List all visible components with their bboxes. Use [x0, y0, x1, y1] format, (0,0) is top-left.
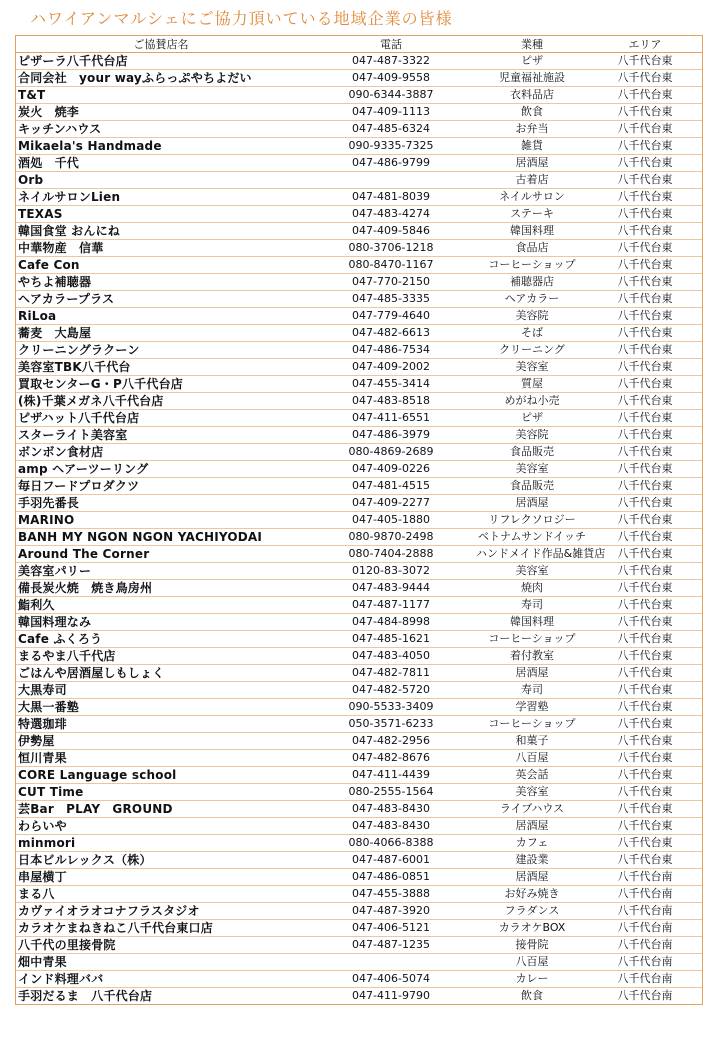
cell-phone: 080-4066-8388	[306, 835, 476, 852]
cell-shop-name: 合同会社 your wayふらっぷやちよだい	[16, 70, 306, 87]
cell-shop-name: 鮨利久	[16, 597, 306, 614]
cell-phone: 050-3571-6233	[306, 716, 476, 733]
cell-area: 八千代台東	[588, 121, 702, 138]
cell-shop-name: ヘアカラープラス	[16, 291, 306, 308]
table-row	[16, 308, 702, 325]
cell-category: 居酒屋	[476, 155, 588, 172]
cell-category: 和菓子	[476, 733, 588, 750]
cell-shop-name: 伊勢屋	[16, 733, 306, 750]
cell-category: 寿司	[476, 597, 588, 614]
cell-shop-name: インド料理ババ	[16, 971, 306, 988]
cell-shop-name: 備長炭火焼 焼き鳥房州	[16, 580, 306, 597]
cell-category: 建設業	[476, 852, 588, 869]
table-row	[16, 937, 702, 954]
cell-shop-name: amp ヘアーツーリング	[16, 461, 306, 478]
table-row	[16, 359, 702, 376]
cell-shop-name: 八千代の里接骨院	[16, 937, 306, 954]
cell-area: 八千代台南	[588, 886, 702, 903]
table-row	[16, 750, 702, 767]
table-row	[16, 342, 702, 359]
cell-phone: 047-411-6551	[306, 410, 476, 427]
cell-category: 補聴器店	[476, 274, 588, 291]
cell-category: お弁当	[476, 121, 588, 138]
cell-phone: 047-483-9444	[306, 580, 476, 597]
cell-area: 八千代台東	[588, 308, 702, 325]
cell-phone: 047-406-5074	[306, 971, 476, 988]
cell-area: 八千代台東	[588, 410, 702, 427]
cell-phone: 080-8470-1167	[306, 257, 476, 274]
cell-area: 八千代台東	[588, 427, 702, 444]
table-row	[16, 87, 702, 104]
cell-phone: 047-779-4640	[306, 308, 476, 325]
cell-area: 八千代台東	[588, 699, 702, 716]
table-row	[16, 138, 702, 155]
cell-phone: 080-2555-1564	[306, 784, 476, 801]
cell-phone: 047-487-1235	[306, 937, 476, 954]
table-row	[16, 614, 702, 631]
cell-area: 八千代台東	[588, 342, 702, 359]
cell-shop-name: minmori	[16, 835, 306, 852]
table-row	[16, 801, 702, 818]
cell-phone	[306, 172, 476, 189]
cell-phone: 047-486-9799	[306, 155, 476, 172]
cell-shop-name: キッチンハウス	[16, 121, 306, 138]
cell-category: そば	[476, 325, 588, 342]
cell-category: 古着店	[476, 172, 588, 189]
cell-shop-name: 韓国食堂 おんにね	[16, 223, 306, 240]
cell-area: 八千代台東	[588, 189, 702, 206]
table-row	[16, 818, 702, 835]
table-row	[16, 665, 702, 682]
table-row	[16, 53, 702, 70]
cell-phone: 047-482-7811	[306, 665, 476, 682]
cell-area: 八千代台東	[588, 206, 702, 223]
cell-shop-name: BANH MY NGON NGON YACHIYODAI	[16, 529, 306, 546]
cell-phone: 047-485-1621	[306, 631, 476, 648]
table-row	[16, 189, 702, 206]
cell-shop-name: CORE Language school	[16, 767, 306, 784]
cell-shop-name: 特選珈琲	[16, 716, 306, 733]
cell-category: 居酒屋	[476, 495, 588, 512]
cell-phone: 080-4869-2689	[306, 444, 476, 461]
cell-phone: 090-5533-3409	[306, 699, 476, 716]
table-row	[16, 478, 702, 495]
cell-area: 八千代台東	[588, 580, 702, 597]
cell-phone: 047-482-6613	[306, 325, 476, 342]
cell-category: 美容院	[476, 427, 588, 444]
table-row	[16, 529, 702, 546]
cell-shop-name: クリーニングラクーン	[16, 342, 306, 359]
cell-phone: 047-481-8039	[306, 189, 476, 206]
table-row	[16, 852, 702, 869]
cell-phone: 047-411-4439	[306, 767, 476, 784]
cell-phone: 047-485-3335	[306, 291, 476, 308]
cell-category: 寿司	[476, 682, 588, 699]
cell-category: フラダンス	[476, 903, 588, 920]
cell-category: めがね小売	[476, 393, 588, 410]
cell-area: 八千代台東	[588, 223, 702, 240]
cell-shop-name: Mikaela's Handmade	[16, 138, 306, 155]
page-title: ハワイアンマルシェにご協力頂いている地域企業の皆様	[30, 9, 453, 28]
cell-area: 八千代台東	[588, 529, 702, 546]
table-row	[16, 206, 702, 223]
cell-shop-name: わらいや	[16, 818, 306, 835]
cell-category: ネイルサロン	[476, 189, 588, 206]
cell-category: 衣料品店	[476, 87, 588, 104]
table-row	[16, 291, 702, 308]
cell-area: 八千代台東	[588, 716, 702, 733]
cell-area: 八千代台東	[588, 240, 702, 257]
cell-area: 八千代台東	[588, 444, 702, 461]
cell-shop-name: ボンボン食材店	[16, 444, 306, 461]
cell-shop-name: ピザーラ八千代台店	[16, 53, 306, 70]
column-header-area: エリア	[588, 36, 702, 53]
cell-phone: 047-485-6324	[306, 121, 476, 138]
cell-phone: 080-3706-1218	[306, 240, 476, 257]
cell-phone: 047-455-3888	[306, 886, 476, 903]
cell-shop-name: ごはんや居酒屋しもしょく	[16, 665, 306, 682]
cell-category: 学習塾	[476, 699, 588, 716]
cell-shop-name: 串屋横丁	[16, 869, 306, 886]
cell-phone	[306, 954, 476, 971]
cell-category: カフェ	[476, 835, 588, 852]
cell-category: 美容室	[476, 563, 588, 580]
cell-shop-name: カラオケまねきねこ八千代台東口店	[16, 920, 306, 937]
cell-phone: 047-409-5846	[306, 223, 476, 240]
cell-area: 八千代台東	[588, 138, 702, 155]
cell-area: 八千代台南	[588, 937, 702, 954]
table-row	[16, 325, 702, 342]
cell-shop-name: MARINO	[16, 512, 306, 529]
cell-phone: 047-406-5121	[306, 920, 476, 937]
cell-category: ベトナムサンドイッチ	[476, 529, 588, 546]
cell-category: 美容室	[476, 359, 588, 376]
cell-phone: 047-411-9790	[352, 989, 430, 1002]
cell-area: 八千代台東	[588, 563, 702, 580]
cell-shop-name: 大黒寿司	[16, 682, 306, 699]
table-row	[16, 257, 702, 274]
cell-category: ピザ	[476, 53, 588, 70]
cell-phone: 047-481-4515	[306, 478, 476, 495]
cell-area: 八千代台東	[588, 750, 702, 767]
cell-phone: 047-487-3920	[306, 903, 476, 920]
table-row	[16, 172, 702, 189]
cell-shop-name: RiLoa	[16, 308, 306, 325]
cell-shop-name: 毎日フードプロダクツ	[16, 478, 306, 495]
cell-shop-name: TEXAS	[16, 206, 306, 223]
cell-shop-name: 恒川青果	[16, 750, 306, 767]
cell-area: 八千代台東	[588, 614, 702, 631]
cell-area: 八千代台東	[588, 597, 702, 614]
cell-category: 居酒屋	[476, 869, 588, 886]
table-row	[16, 410, 702, 427]
cell-phone: 080-7404-2888	[306, 546, 476, 563]
cell-shop-name: カヴァイオラオコナフラスタジオ	[16, 903, 306, 920]
cell-area: 八千代台東	[588, 801, 702, 818]
cell-phone: 080-9870-2498	[306, 529, 476, 546]
table-row	[16, 274, 702, 291]
cell-shop-name: 畑中青果	[16, 954, 306, 971]
cell-area: 八千代台東	[588, 478, 702, 495]
cell-phone: 047-487-1177	[306, 597, 476, 614]
cell-shop-name: (株)千葉メガネ八千代台店	[16, 393, 306, 410]
cell-phone: 047-483-8430	[306, 801, 476, 818]
cell-category: カラオケBOX	[476, 920, 588, 937]
cell-area: 八千代台東	[588, 682, 702, 699]
table-row	[16, 597, 702, 614]
column-header-name: ご協賛店名	[16, 36, 306, 53]
table-row	[16, 784, 702, 801]
cell-shop-name: 韓国料理なみ	[16, 614, 306, 631]
cell-area: 八千代台南	[588, 903, 702, 920]
cell-shop-name: 手羽先番長	[16, 495, 306, 512]
column-header-category: 業種	[476, 36, 588, 53]
cell-category: 食品販売	[476, 478, 588, 495]
cell-category: 食品販売	[476, 444, 588, 461]
cell-area: 八千代台東	[588, 70, 702, 87]
cell-category: コーヒーショップ	[476, 631, 588, 648]
cell-category: 八百屋	[476, 954, 588, 971]
table-row	[16, 988, 702, 1005]
cell-area: 八千代台東	[588, 155, 702, 172]
cell-shop-name: 日本ビルレックス（株）	[16, 852, 306, 869]
cell-category: 居酒屋	[476, 818, 588, 835]
cell-area: 八千代台東	[588, 291, 702, 308]
cell-category: 雑貨	[476, 138, 588, 155]
cell-area: 八千代台東	[588, 665, 702, 682]
column-header-phone: 電話	[306, 36, 476, 53]
cell-category: ライブハウス	[476, 801, 588, 818]
cell-area: 八千代台東	[588, 512, 702, 529]
cell-phone: 047-483-8430	[306, 818, 476, 835]
table-row	[16, 444, 702, 461]
cell-shop-name: 美容室TBK八千代台	[16, 359, 306, 376]
cell-shop-name: 美容室パリー	[16, 563, 306, 580]
cell-phone: 047-455-3414	[306, 376, 476, 393]
cell-area: 八千代台東	[588, 852, 702, 869]
table-row	[16, 104, 702, 121]
cell-phone: 090-9335-7325	[306, 138, 476, 155]
table-row	[16, 682, 702, 699]
cell-phone: 047-482-2956	[306, 733, 476, 750]
cell-phone: 047-409-2277	[306, 495, 476, 512]
cell-shop-name: CUT Time	[16, 784, 306, 801]
cell-category: 児童福祉施設	[476, 70, 588, 87]
cell-shop-name: T&T	[16, 87, 306, 104]
cell-category: カレー	[476, 971, 588, 988]
cell-category: 接骨院	[476, 937, 588, 954]
cell-shop-name: 手羽だるま 八千代台店	[18, 989, 153, 1003]
cell-category: コーヒーショップ	[476, 716, 588, 733]
table-row	[16, 70, 702, 87]
cell-category: 美容院	[476, 308, 588, 325]
cell-shop-name: Around The Corner	[16, 546, 306, 563]
cell-area: 八千代台東	[588, 818, 702, 835]
cell-area: 八千代台南	[588, 920, 702, 937]
table-row	[16, 427, 702, 444]
cell-phone: 090-6344-3887	[306, 87, 476, 104]
cell-area: 八千代台東	[588, 274, 702, 291]
cell-category: お好み焼き	[476, 886, 588, 903]
cell-area: 八千代台東	[588, 393, 702, 410]
table-row	[16, 903, 702, 920]
cell-phone: 047-409-9558	[306, 70, 476, 87]
cell-category: 食品店	[476, 240, 588, 257]
cell-area: 八千代台東	[588, 835, 702, 852]
cell-area: 八千代台東	[588, 784, 702, 801]
cell-phone: 047-487-3322	[306, 53, 476, 70]
table-row	[16, 376, 702, 393]
cell-shop-name: Cafe ふくろう	[16, 631, 306, 648]
cell-phone: 047-483-8518	[306, 393, 476, 410]
table-row	[16, 580, 702, 597]
cell-area: 八千代台東	[588, 648, 702, 665]
table-row	[16, 563, 702, 580]
cell-area: 八千代台南	[588, 869, 702, 886]
cell-category: リフレクソロジー	[476, 512, 588, 529]
cell-shop-name: 大黒一番塾	[16, 699, 306, 716]
cell-phone: 047-770-2150	[306, 274, 476, 291]
cell-category: ピザ	[476, 410, 588, 427]
cell-phone: 047-483-4050	[306, 648, 476, 665]
cell-phone: 047-486-7534	[306, 342, 476, 359]
table-row	[16, 393, 702, 410]
table-row	[16, 461, 702, 478]
cell-shop-name: 芸Bar PLAY GROUND	[16, 801, 306, 818]
table-header-row	[16, 36, 702, 53]
cell-category: 着付教室	[476, 648, 588, 665]
cell-shop-name: Cafe Con	[16, 257, 306, 274]
table-row	[16, 699, 702, 716]
table-body	[16, 53, 702, 1005]
table-row	[16, 733, 702, 750]
cell-area: 八千代台東	[588, 631, 702, 648]
cell-area: 八千代台東	[588, 733, 702, 750]
cell-area: 八千代台東	[588, 257, 702, 274]
cell-phone: 047-405-1880	[306, 512, 476, 529]
cell-shop-name: ネイルサロンLien	[16, 189, 306, 206]
cell-shop-name: まるやま八千代店	[16, 648, 306, 665]
cell-shop-name: ピザハット八千代台店	[16, 410, 306, 427]
cell-shop-name: まる八	[16, 886, 306, 903]
cell-phone: 047-409-0226	[306, 461, 476, 478]
table-row	[16, 954, 702, 971]
cell-shop-name: Orb	[16, 172, 306, 189]
cell-shop-name: 酒処 千代	[16, 155, 306, 172]
table-row	[16, 546, 702, 563]
cell-area: 八千代台東	[588, 359, 702, 376]
cell-category: コーヒーショップ	[476, 257, 588, 274]
cell-category: 美容室	[476, 461, 588, 478]
cell-area: 八千代台東	[588, 87, 702, 104]
table-row	[16, 512, 702, 529]
sponsor-table-container	[15, 35, 703, 1005]
cell-phone: 047-486-3979	[306, 427, 476, 444]
cell-area: 八千代台東	[588, 495, 702, 512]
cell-area: 八千代台東	[588, 461, 702, 478]
cell-phone: 047-486-0851	[306, 869, 476, 886]
cell-area: 八千代台東	[588, 53, 702, 70]
cell-area: 八千代台南	[588, 971, 702, 988]
cell-area: 八千代台東	[588, 767, 702, 784]
table-row	[16, 223, 702, 240]
table-row	[16, 869, 702, 886]
table-row	[16, 920, 702, 937]
cell-area: 八千代台東	[588, 104, 702, 121]
table-row	[16, 716, 702, 733]
cell-phone: 047-483-4274	[306, 206, 476, 223]
table-row	[16, 155, 702, 172]
cell-shop-name: 蕎麦 大島屋	[16, 325, 306, 342]
table-row	[16, 121, 702, 138]
table-row	[16, 886, 702, 903]
cell-category: ハンドメイド作品&雑貨店	[476, 546, 588, 563]
cell-category: 英会話	[476, 767, 588, 784]
cell-category: 八百屋	[476, 750, 588, 767]
cell-shop-name: スターライト美容室	[16, 427, 306, 444]
cell-category: 韓国料理	[476, 614, 588, 631]
cell-category: クリーニング	[476, 342, 588, 359]
cell-phone: 047-409-1113	[306, 104, 476, 121]
cell-area: 八千代台東	[588, 325, 702, 342]
table-row	[16, 240, 702, 257]
cell-category: ヘアカラー	[476, 291, 588, 308]
cell-phone: 0120-83-3072	[306, 563, 476, 580]
cell-category: 焼肉	[476, 580, 588, 597]
cell-phone: 047-409-2002	[306, 359, 476, 376]
cell-category: 韓国料理	[476, 223, 588, 240]
cell-phone: 047-482-5720	[306, 682, 476, 699]
sponsor-table	[16, 36, 702, 1004]
cell-category: 質屋	[476, 376, 588, 393]
cell-shop-name: やちよ補聴器	[16, 274, 306, 291]
cell-area: 八千代台東	[588, 172, 702, 189]
cell-shop-name: 中華物産 信華	[16, 240, 306, 257]
cell-area: 八千代台南	[617, 989, 673, 1002]
cell-category: 居酒屋	[476, 665, 588, 682]
table-row	[16, 631, 702, 648]
cell-shop-name: 買取センターG・P八千代台店	[16, 376, 306, 393]
cell-phone: 047-482-8676	[306, 750, 476, 767]
cell-category: 飲食	[521, 989, 543, 1002]
table-row	[16, 495, 702, 512]
cell-category: ステーキ	[476, 206, 588, 223]
cell-category: 美容室	[476, 784, 588, 801]
cell-phone: 047-487-6001	[306, 852, 476, 869]
cell-area: 八千代台東	[588, 376, 702, 393]
cell-category: 飲食	[476, 104, 588, 121]
table-row	[16, 971, 702, 988]
cell-shop-name: 炭火 焼李	[16, 104, 306, 121]
table-row	[16, 767, 702, 784]
table-row	[16, 648, 702, 665]
table-row	[16, 835, 702, 852]
cell-area: 八千代台東	[588, 546, 702, 563]
cell-area: 八千代台南	[588, 954, 702, 971]
cell-phone: 047-484-8998	[306, 614, 476, 631]
